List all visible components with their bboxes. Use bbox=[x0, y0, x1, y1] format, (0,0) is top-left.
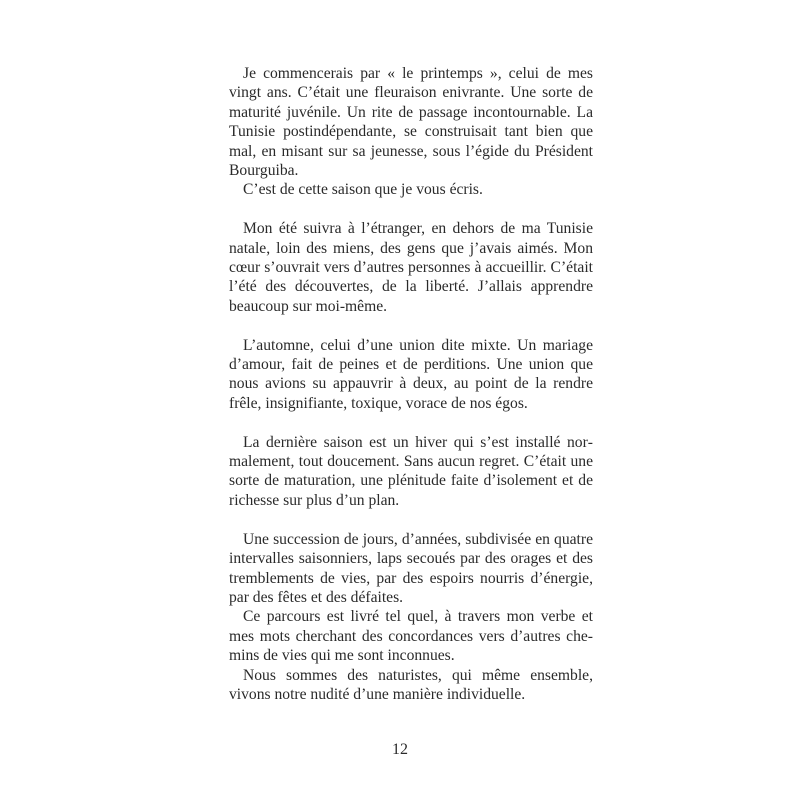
paragraph-hiver: La dernière saison est un hiver qui s’est installé normalement, tout doucement. Sans aucun regret. C’était une sorte de maturation, une plénitude faite d’isolement et de richesse sur plus d’un plan. bbox=[229, 433, 593, 509]
paragraph-cette-saison: C’est de cette saison que je vous écris. bbox=[243, 181, 483, 199]
paragraph-naturistes: Nous sommes des naturistes, qui même ensemble, vivons notre nudité d’une manière individuelle. bbox=[229, 666, 593, 703]
paragraph-parcours: Ce parcours est livré tel quel, à travers mon verbe et mes mots cherchant des concordances vers d’autres chemins de vies qui me sont inconnues. bbox=[229, 608, 593, 665]
section-gap bbox=[229, 316, 593, 335]
section-gap bbox=[229, 413, 593, 432]
paragraph-succession: Une succession de jours, d’années, subdivisée en quatre intervalles saisonniers, laps secoués par des orages et des tremblements de vies, par des espoirs nourris d’énergie, par des fêtes et des défaites. bbox=[229, 530, 593, 606]
section-gap bbox=[229, 510, 593, 529]
paragraph-printemps: Je commencerais par « le printemps », celui de mes vingt ans. C’était une fleuraison enivrante. Une sorte de maturité juvénile. Un rite de passage incontournable. La Tunisie postindépendante, se construisait tant bien que mal, en misant sur sa jeunesse, sous l’égide du Président Bourguiba. bbox=[229, 65, 593, 180]
body-text bbox=[229, 64, 593, 704]
page-number: 12 bbox=[392, 741, 408, 758]
section-gap bbox=[229, 200, 593, 219]
paragraph-automne: L’automne, celui d’une union dite mixte. Un mariage d’amour, fait de peines et de perditions. Une union que nous avions su appauvrir à deux, au point de la rendre frêle, insignifiante, toxique, vorace de nos égos. bbox=[229, 336, 593, 412]
paragraph-ete: Mon été suivra à l’étranger, en dehors de ma Tunisie natale, loin des miens, des gens que j’avais aimés. Mon cœur s’ouvrait vers d’autres personnes à accueillir. C’était l’été des découvertes, de la liberté. J’allais apprendre beaucoup sur moi-même. bbox=[229, 220, 593, 315]
